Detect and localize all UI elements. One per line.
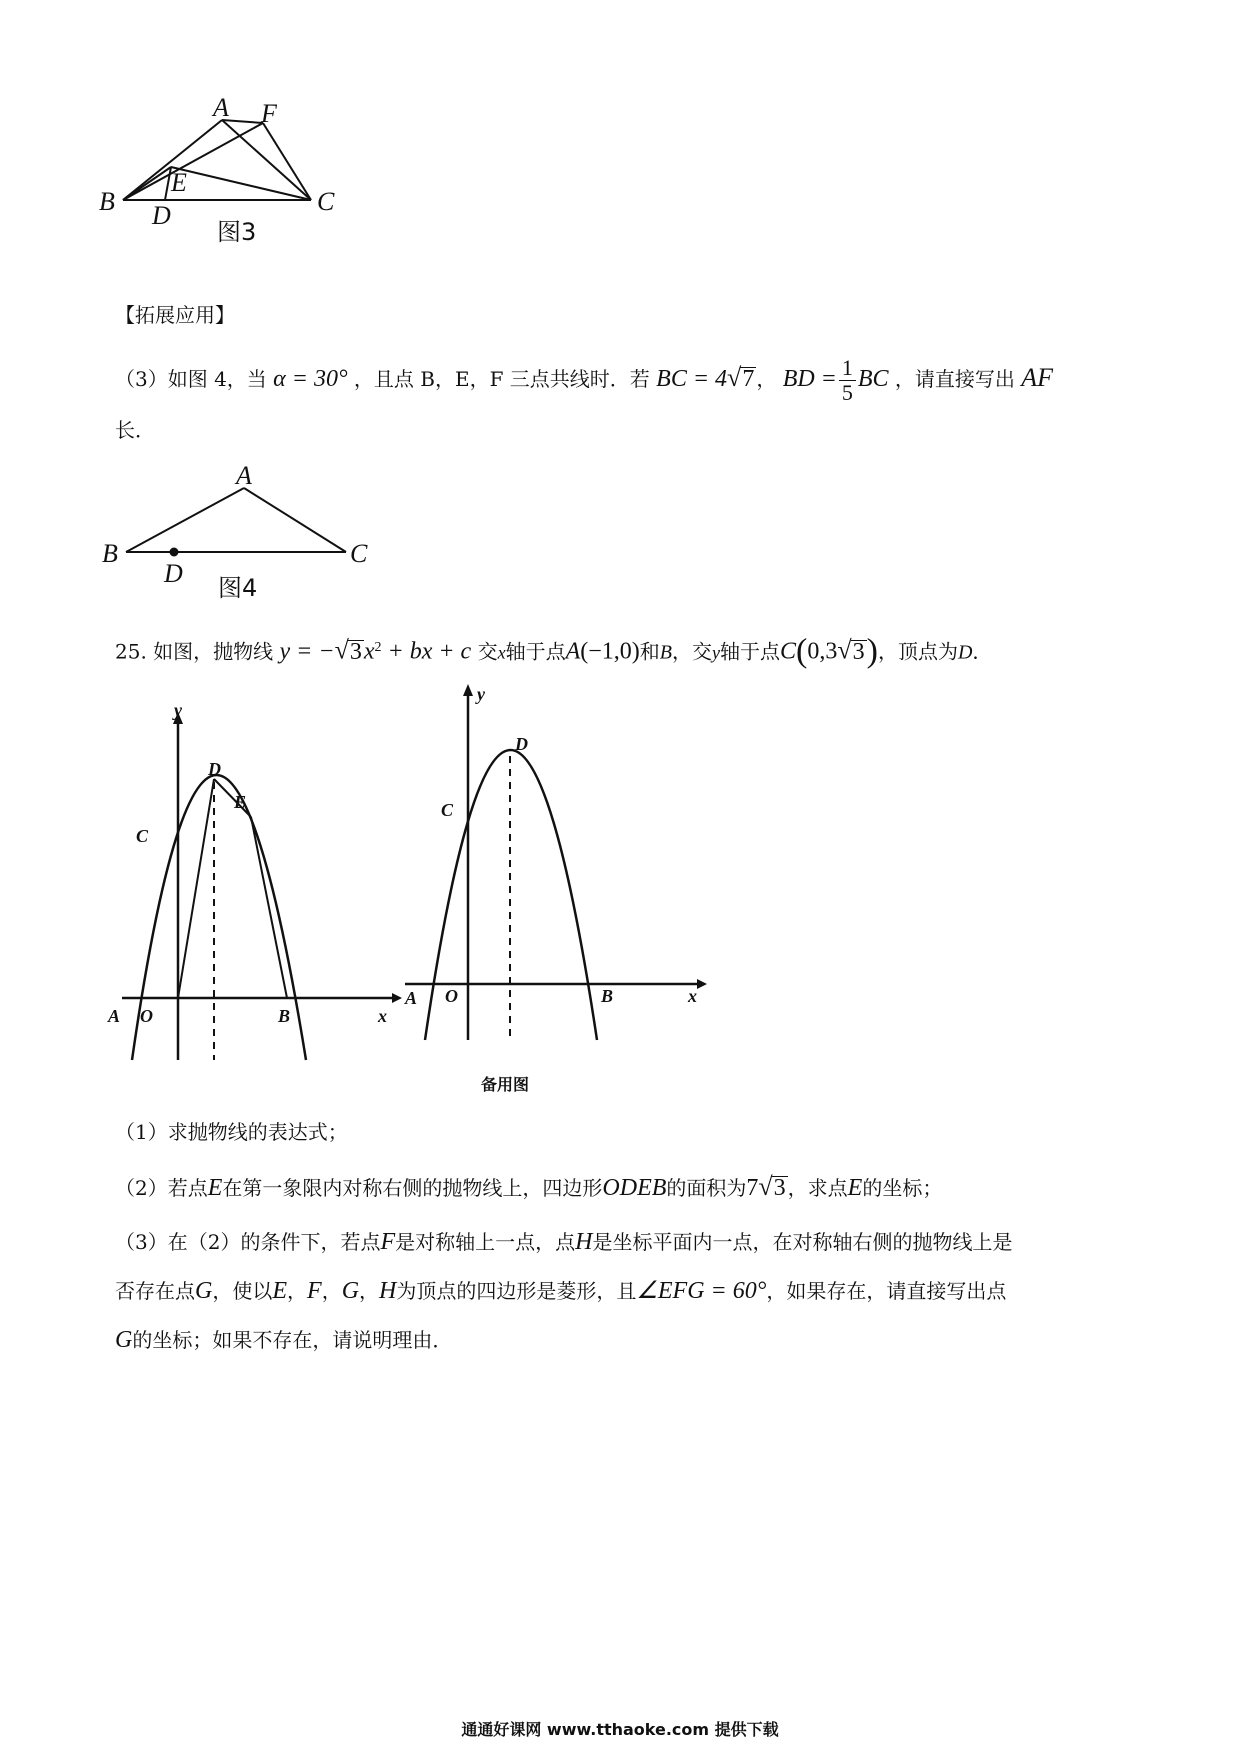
sub3-l1h: H <box>575 1229 593 1255</box>
problem-25-line <box>115 633 992 668</box>
graph-1-label-d: D <box>208 759 221 779</box>
graph-2-label-o: O <box>445 986 458 1006</box>
q3-fraction <box>839 356 856 405</box>
q3-frac-num: 1 <box>839 356 856 381</box>
p25-paren-open: ( <box>796 632 808 670</box>
sub2-d: ，求点 <box>787 1176 848 1200</box>
section-heading: 【拓展应用】 <box>115 303 235 327</box>
p25-t3: 和 <box>639 639 660 664</box>
p25-formula-x: x <box>363 638 375 665</box>
graph-2-x-arrow <box>697 979 707 989</box>
p25-formula-rest: + bx + c <box>381 638 472 665</box>
q3-af: AF <box>1021 363 1054 392</box>
p25-paren-close: ) <box>866 632 878 670</box>
graph-2-label-d: D <box>515 734 528 754</box>
fig3-label-a: A <box>213 93 229 122</box>
sub-question-3-line-3 <box>115 1325 452 1355</box>
sub3-l3a: 的坐标；如果不存在，请说明理由． <box>132 1328 453 1352</box>
graph-1-label-c: C <box>136 826 149 846</box>
q3-bc-lhs: BC = 4 <box>656 366 728 392</box>
q3-tail: 长． <box>115 418 155 442</box>
sub2-c: 的面积为 <box>666 1176 747 1200</box>
sub-question-3-line-1 <box>115 1227 1012 1257</box>
sub3-l2d: ，如果存在，请直接写出点 <box>766 1279 1007 1303</box>
q3-mid: ，且点 B，E，F 三点共线时．若 <box>353 367 650 391</box>
q3-line-1 <box>115 356 1053 405</box>
sub-question-2 <box>115 1172 942 1203</box>
p25-formula-a: y = − <box>279 638 335 665</box>
fig3-label-f: F <box>261 99 277 128</box>
fig3-caption: 图3 <box>217 218 257 246</box>
sub3-l1f: F <box>380 1229 396 1255</box>
p25-t1: 交 <box>477 639 498 664</box>
p25-point-a-coord: (−1,0) <box>580 638 640 665</box>
figure-3-lines <box>123 120 311 200</box>
sub3-l1a: （3）在（2）的条件下，若点 <box>115 1230 381 1254</box>
sub2-e2: E <box>847 1175 863 1201</box>
q3-alpha: α = 30° <box>273 366 348 392</box>
graph-2-label-x: x <box>688 986 697 1006</box>
sub3-l2h: H <box>379 1278 397 1304</box>
p25-number: 25. 如图，抛物线 <box>115 639 274 664</box>
q3-bc-radicand: 7 <box>742 366 755 392</box>
sub2-b: 在第一象限内对称右侧的抛物线上，四边形 <box>222 1176 603 1200</box>
graph-1-label-x: x <box>378 1006 387 1026</box>
fig3-label-d: D <box>152 201 171 230</box>
p25-t7: ． <box>972 639 993 664</box>
sub3-l1b: 是对称轴上一点，点 <box>395 1230 576 1254</box>
p25-y-axis: y <box>712 642 720 663</box>
fig3-label-e: E <box>171 168 187 197</box>
p25-x-axis: x <box>497 642 506 663</box>
sub3-l2b: ，使以 <box>212 1279 273 1303</box>
p25-t6: ，顶点为 <box>877 639 958 664</box>
graph-2-svg <box>395 680 725 1110</box>
graph-1-label-y: y <box>174 700 182 720</box>
sqrt-sign: √ <box>837 635 852 665</box>
p25-point-a: A <box>565 638 581 665</box>
p25-point-c: C <box>780 638 797 665</box>
figure-3-svg <box>95 90 355 250</box>
parabola-graph-1 <box>110 700 410 1070</box>
fig4-caption: 图4 <box>218 574 258 602</box>
sub2-e: E <box>207 1175 223 1201</box>
graph-2-label-a: A <box>405 988 418 1008</box>
sub2-area-radicand: 3 <box>773 1175 786 1201</box>
p25-formula-radicand: 3 <box>349 638 362 665</box>
graph-2-label-c: C <box>441 800 454 820</box>
graph-1-quad-odeb <box>178 779 287 998</box>
graph-1-svg <box>110 700 410 1070</box>
p25-t2: 轴于点 <box>505 639 566 664</box>
fig4-label-d: D <box>164 559 183 588</box>
p25-point-b: B <box>659 641 672 664</box>
sub-question-3-line-2 <box>115 1276 1006 1306</box>
p25-point-c-radicand: 3 <box>852 638 865 665</box>
sub3-l3g: G <box>115 1327 133 1353</box>
fig4-label-b: B <box>102 539 118 568</box>
fig4-point-d-dot <box>170 548 179 557</box>
sub3-l2f: F <box>307 1278 322 1304</box>
sub-question-1: （1）求抛物线的表达式； <box>115 1120 348 1144</box>
p25-t5: 轴于点 <box>720 639 780 664</box>
fig4-label-c: C <box>350 539 368 568</box>
sqrt-sign: √ <box>758 1172 773 1201</box>
figure-4 <box>98 458 398 608</box>
fig4-label-a: A <box>236 461 252 490</box>
q3-bd-rhs: BC <box>857 366 889 392</box>
sub3-l2s3: ， <box>359 1279 380 1303</box>
q3-ask: ，请直接写出 <box>894 367 1015 391</box>
sub3-l1c: 是坐标平面内一点，在对称轴右侧的抛物线上是 <box>592 1230 1013 1254</box>
graph-1-label-b: B <box>278 1006 291 1026</box>
sub2-a: （2）若点 <box>115 1176 208 1200</box>
p25-point-c-coord: 0,3 <box>807 638 838 665</box>
graph-1-label-o: O <box>140 1006 153 1026</box>
figure-4-lines <box>126 488 346 552</box>
fig3-label-b: B <box>99 187 115 216</box>
sqrt-sign: √ <box>334 635 349 665</box>
q3-sep: ， <box>756 367 777 391</box>
sub3-l2g2: G <box>341 1278 360 1304</box>
sub3-l2a: 否存在点 <box>115 1279 195 1303</box>
graph-1-label-a: A <box>108 1006 121 1026</box>
graph-1-label-e: E <box>234 792 247 812</box>
sub3-l2e: E <box>272 1278 288 1304</box>
sub2-f: 的坐标； <box>862 1176 943 1200</box>
figure-3 <box>95 90 355 250</box>
graph-2-caption: 备用图 <box>481 1075 530 1094</box>
figure-4-svg <box>98 458 398 608</box>
p25-t4: ，交 <box>672 639 712 664</box>
sub2-area-coef: 7 <box>746 1175 759 1201</box>
sub3-l2s2: ， <box>321 1279 342 1303</box>
q3-frac-den: 5 <box>841 380 853 405</box>
q3-lead: （3）如图 4，当 <box>115 367 267 391</box>
sub3-l2s1: ， <box>287 1279 308 1303</box>
fig3-label-c: C <box>317 187 335 216</box>
sub3-l2g: G <box>195 1278 213 1304</box>
sub3-angle: ∠EFG = 60° <box>636 1278 767 1304</box>
q3-bd-lhs: BD = <box>782 366 837 392</box>
graph-2-y-arrow <box>463 684 473 696</box>
sub2-odeb: ODEB <box>602 1175 667 1201</box>
graph-2-label-y: y <box>477 684 485 704</box>
sub3-l2c: 为顶点的四边形是菱形，且 <box>396 1279 637 1303</box>
sqrt-sign: √ <box>727 363 742 392</box>
p25-formula-exp: 2 <box>374 640 382 655</box>
parabola-graph-2 <box>395 680 725 1110</box>
p25-point-d: D <box>957 641 973 664</box>
footer-source: 通通好课网 www.tthaoke.com 提供下载 <box>461 1720 779 1739</box>
graph-2-label-b: B <box>601 986 614 1006</box>
